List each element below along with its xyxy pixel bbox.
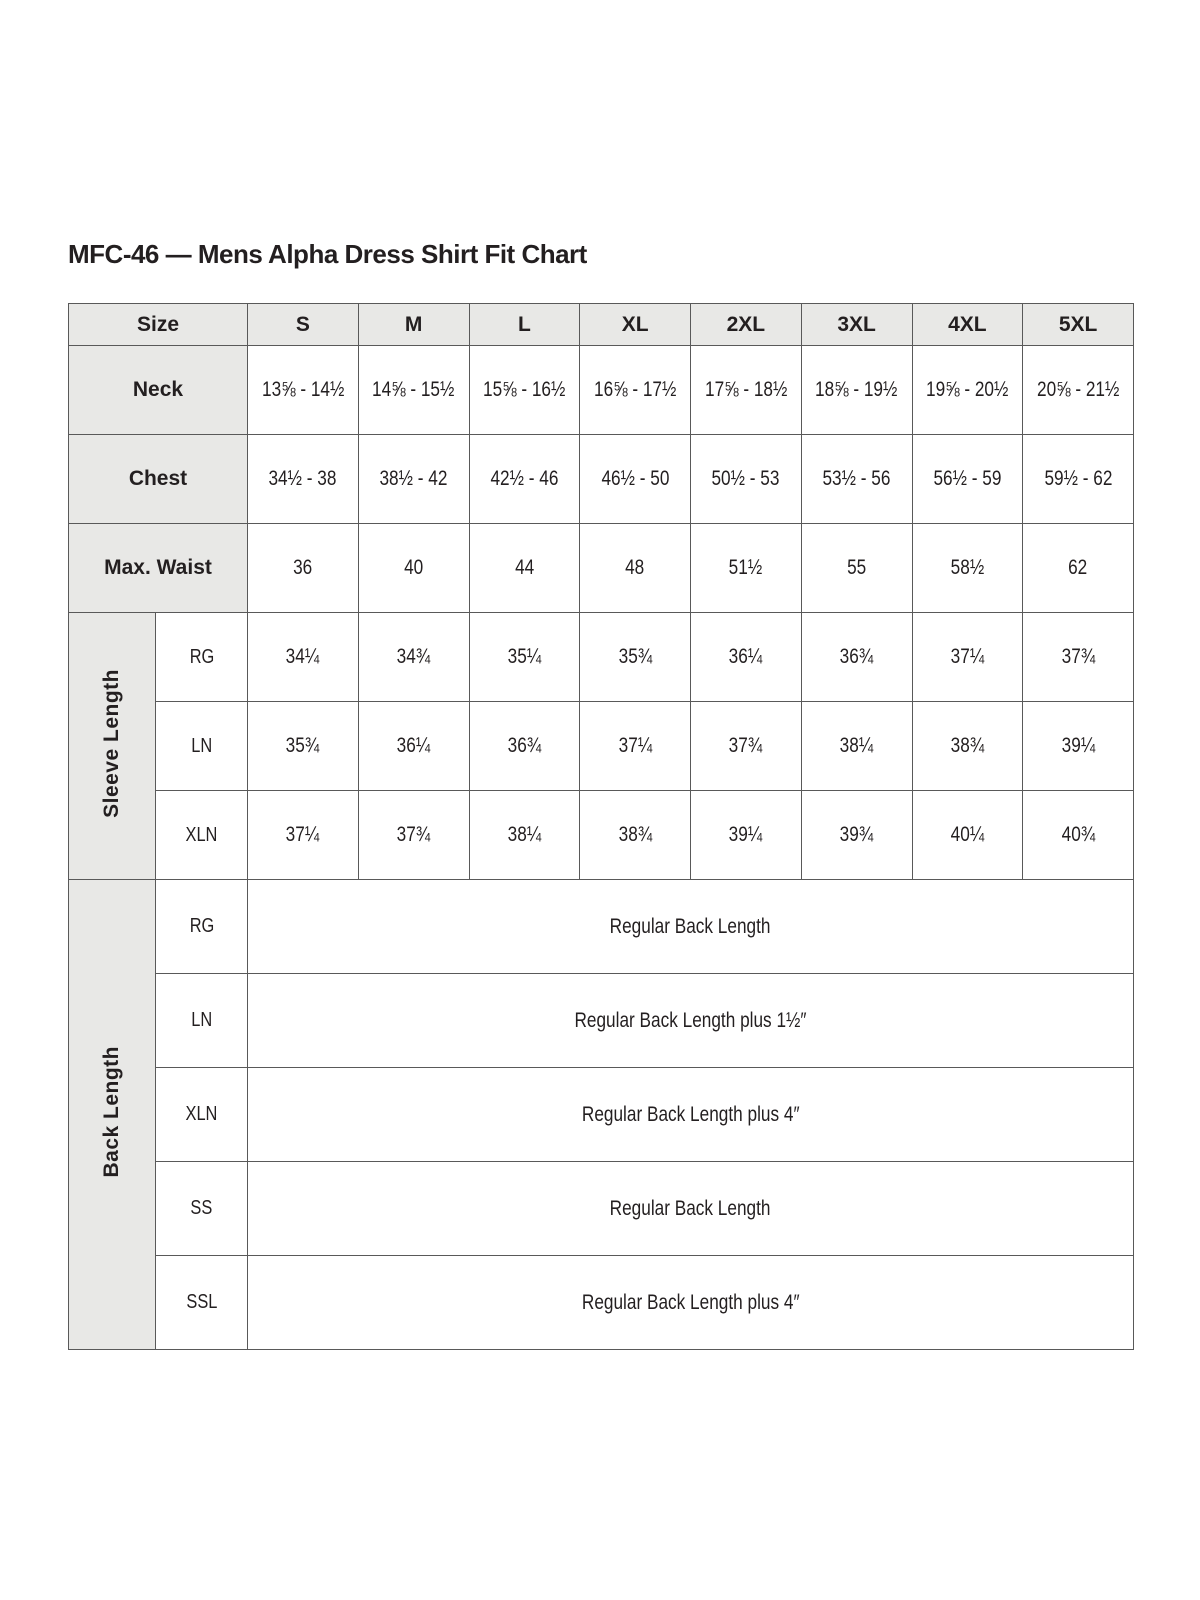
sleeve-ln-value: 37¾ <box>729 734 763 757</box>
chest-value: 59½ - 62 <box>1044 467 1113 490</box>
sleeve-length-section-label: Sleeve Length <box>100 669 123 818</box>
sleeve-rg-value-cell <box>580 613 691 702</box>
max-waist-value-cell <box>912 524 1023 613</box>
back-xln-value: Regular Back Length plus 4″ <box>581 1102 800 1126</box>
back-ssl-label-cell <box>156 1256 248 1350</box>
sleeve-rg-row <box>69 613 1134 702</box>
neck-value-cell <box>912 346 1023 435</box>
back-ss-label-cell <box>156 1162 248 1256</box>
back-ssl-value-cell <box>248 1256 1134 1350</box>
neck-row <box>69 346 1134 435</box>
max-waist-row-label: Max. Waist <box>69 524 248 613</box>
neck-value-cell <box>691 346 802 435</box>
chest-value: 34½ - 38 <box>268 467 337 490</box>
neck-value: 14⅝ - 15½ <box>372 378 455 401</box>
neck-value-cell <box>801 346 912 435</box>
sleeve-rg-value-cell <box>1023 613 1134 702</box>
neck-value: 18⅝ - 19½ <box>815 378 898 401</box>
back-length-section-label-cell <box>69 880 156 1350</box>
chest-value: 42½ - 46 <box>490 467 559 490</box>
sleeve-xln-value-cell <box>1023 791 1134 880</box>
sleeve-ln-value: 38¾ <box>950 734 985 757</box>
back-xln-label: XLN <box>185 1103 218 1125</box>
chest-value-cell <box>580 435 691 524</box>
sleeve-ln-value-cell <box>691 702 802 791</box>
sleeve-ln-value-cell <box>469 702 580 791</box>
size-corner-header: Size <box>69 304 248 346</box>
neck-value: 13⅝ - 14½ <box>261 378 345 401</box>
sleeve-xln-value: 38¼ <box>507 823 542 846</box>
sleeve-xln-label-cell <box>156 791 248 880</box>
size-header-4xl: 4XL <box>912 304 1023 346</box>
sleeve-ln-value-cell <box>580 702 691 791</box>
sleeve-rg-value: 34¼ <box>286 645 320 668</box>
neck-value-cell <box>469 346 580 435</box>
max-waist-value: 58½ <box>950 556 985 579</box>
max-waist-value: 62 <box>1068 556 1088 579</box>
max-waist-value-cell <box>358 524 469 613</box>
max-waist-value-cell <box>691 524 802 613</box>
back-xln-row <box>69 1068 1134 1162</box>
fit-chart-table <box>68 303 1134 1350</box>
back-rg-label-cell <box>156 880 248 974</box>
size-header-3xl: 3XL <box>801 304 912 346</box>
size-header-m: M <box>358 304 469 346</box>
sleeve-ln-label-cell <box>156 702 248 791</box>
sleeve-ln-value-cell <box>801 702 912 791</box>
neck-value: 17⅝ - 18½ <box>704 378 788 401</box>
size-header-s: S <box>248 304 359 346</box>
back-rg-value-cell <box>248 880 1134 974</box>
back-ln-value-cell <box>248 974 1134 1068</box>
max-waist-value: 51½ <box>729 556 763 579</box>
chest-value-cell <box>358 435 469 524</box>
sleeve-rg-value-cell <box>248 613 359 702</box>
size-header-l: L <box>469 304 580 346</box>
back-ln-row <box>69 974 1134 1068</box>
back-xln-label-cell <box>156 1068 248 1162</box>
page-title: MFC-46 — Mens Alpha Dress Shirt Fit Chart <box>68 239 587 269</box>
sleeve-xln-value-cell <box>469 791 580 880</box>
back-ss-value: Regular Back Length <box>610 1196 771 1220</box>
back-ssl-label: SSL <box>185 1291 218 1313</box>
sleeve-xln-value: 38¾ <box>618 823 652 846</box>
sleeve-xln-value-cell <box>912 791 1023 880</box>
sleeve-xln-value: 40¼ <box>950 823 985 846</box>
back-rg-row <box>69 880 1134 974</box>
sleeve-xln-value-cell <box>248 791 359 880</box>
sleeve-xln-value: 39¾ <box>839 823 874 846</box>
chest-value-cell <box>469 435 580 524</box>
sleeve-rg-value-cell <box>801 613 912 702</box>
chest-value: 56½ - 59 <box>933 467 1002 490</box>
max-waist-value: 36 <box>293 556 313 579</box>
sleeve-rg-label: RG <box>189 645 214 668</box>
neck-value: 16⅝ - 17½ <box>593 378 677 401</box>
back-xln-value-cell <box>248 1068 1134 1162</box>
back-ln-label-cell <box>156 974 248 1068</box>
sleeve-ln-value: 36¾ <box>507 734 542 757</box>
sleeve-rg-value: 37¼ <box>950 645 985 668</box>
sleeve-xln-row <box>69 791 1134 880</box>
header-row <box>69 304 1134 346</box>
sleeve-rg-value-cell <box>358 613 469 702</box>
back-length-section-label: Back Length <box>100 1046 123 1178</box>
back-ln-value: Regular Back Length plus 1½″ <box>574 1008 807 1032</box>
max-waist-value-cell <box>1023 524 1134 613</box>
back-rg-value: Regular Back Length <box>610 914 771 938</box>
back-ssl-row <box>69 1256 1134 1350</box>
sleeve-rg-value: 37¾ <box>1061 645 1095 668</box>
max-waist-value-cell <box>801 524 912 613</box>
chest-value: 50½ - 53 <box>711 467 780 490</box>
back-ss-row <box>69 1162 1134 1256</box>
neck-value: 15⅝ - 16½ <box>483 378 566 401</box>
sleeve-rg-value: 36¼ <box>729 645 763 668</box>
sleeve-xln-value: 37¾ <box>396 823 431 846</box>
sleeve-xln-value-cell <box>580 791 691 880</box>
max-waist-value-cell <box>248 524 359 613</box>
sleeve-rg-value: 35¼ <box>507 645 542 668</box>
chest-row-label: Chest <box>69 435 248 524</box>
neck-row-label: Neck <box>69 346 248 435</box>
back-rg-label: RG <box>189 915 214 937</box>
max-waist-row <box>69 524 1134 613</box>
sleeve-ln-value-cell <box>248 702 359 791</box>
neck-value-cell <box>358 346 469 435</box>
sleeve-ln-value: 35¾ <box>286 734 320 757</box>
sleeve-rg-value-cell <box>691 613 802 702</box>
sleeve-xln-value: 39¼ <box>729 823 763 846</box>
sleeve-xln-value: 40¾ <box>1061 823 1095 846</box>
chest-value-cell <box>691 435 802 524</box>
sleeve-xln-value-cell <box>691 791 802 880</box>
max-waist-value: 48 <box>625 556 645 579</box>
size-header-xl: XL <box>580 304 691 346</box>
sleeve-ln-value: 39¼ <box>1061 734 1095 757</box>
chest-value: 46½ - 50 <box>601 467 670 490</box>
max-waist-value: 40 <box>404 556 424 579</box>
chest-value: 53½ - 56 <box>822 467 891 490</box>
neck-value-cell <box>580 346 691 435</box>
size-header-5xl: 5XL <box>1023 304 1134 346</box>
sleeve-ln-row <box>69 702 1134 791</box>
chest-value-cell <box>248 435 359 524</box>
chest-value: 38½ - 42 <box>379 467 448 490</box>
sleeve-ln-value: 37¼ <box>618 734 652 757</box>
chest-value-cell <box>1023 435 1134 524</box>
back-ln-label: LN <box>191 1009 212 1031</box>
max-waist-value-cell <box>580 524 691 613</box>
max-waist-value-cell <box>469 524 580 613</box>
neck-value-cell <box>248 346 359 435</box>
sleeve-ln-value-cell <box>1023 702 1134 791</box>
back-ssl-value: Regular Back Length plus 4″ <box>581 1290 800 1314</box>
sleeve-rg-value-cell <box>912 613 1023 702</box>
max-waist-value: 55 <box>847 556 867 579</box>
sleeve-ln-label: LN <box>191 734 212 757</box>
sleeve-ln-value-cell <box>358 702 469 791</box>
size-header-2xl: 2XL <box>691 304 802 346</box>
sleeve-ln-value: 38¼ <box>839 734 874 757</box>
sleeve-xln-value-cell <box>801 791 912 880</box>
neck-value-cell <box>1023 346 1134 435</box>
sleeve-xln-label: XLN <box>185 823 218 846</box>
max-waist-value: 44 <box>514 556 534 579</box>
neck-value: 19⅝ - 20½ <box>926 378 1009 401</box>
back-ss-label: SS <box>190 1197 213 1219</box>
chest-row <box>69 435 1134 524</box>
sleeve-length-section-label-cell <box>69 613 156 880</box>
back-ss-value-cell <box>248 1162 1134 1256</box>
sleeve-rg-value: 36¾ <box>839 645 874 668</box>
neck-value: 20⅝ - 21½ <box>1036 378 1120 401</box>
chest-value-cell <box>912 435 1023 524</box>
sleeve-ln-value: 36¼ <box>396 734 431 757</box>
sleeve-rg-value-cell <box>469 613 580 702</box>
sleeve-rg-value: 35¾ <box>618 645 652 668</box>
sleeve-ln-value-cell <box>912 702 1023 791</box>
sleeve-xln-value: 37¼ <box>286 823 320 846</box>
sleeve-rg-value: 34¾ <box>396 645 431 668</box>
sleeve-rg-label-cell <box>156 613 248 702</box>
chest-value-cell <box>801 435 912 524</box>
sleeve-xln-value-cell <box>358 791 469 880</box>
